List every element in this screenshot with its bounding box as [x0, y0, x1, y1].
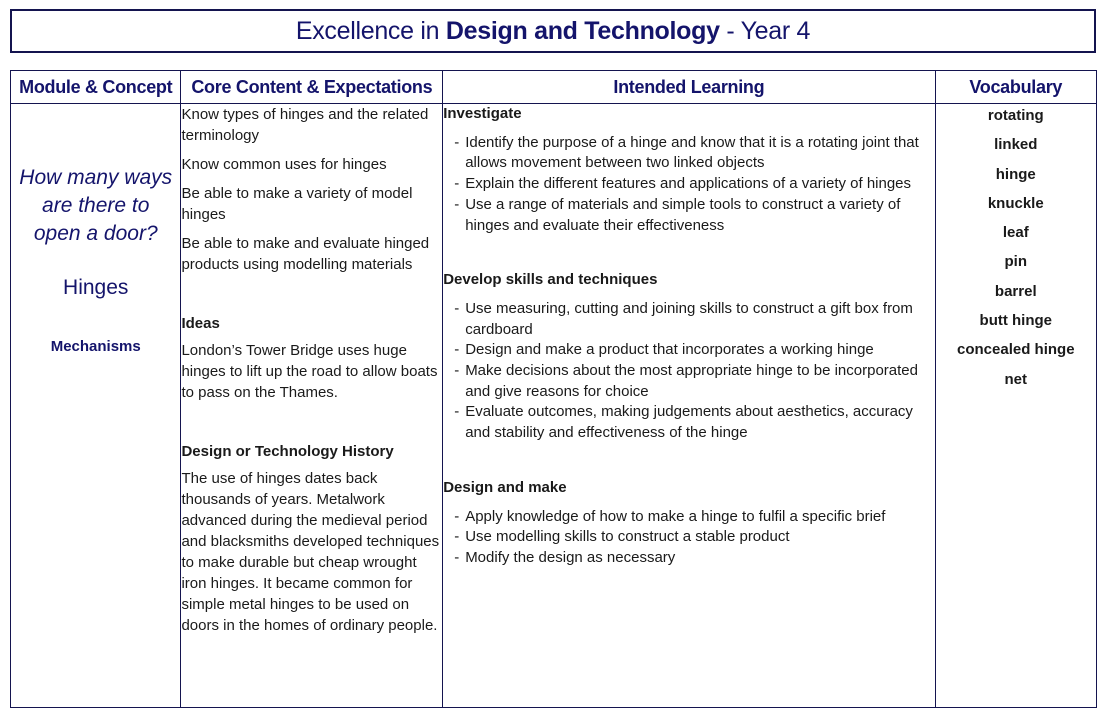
learning-item: - Design and make a product that incorporates a working hinge	[457, 340, 934, 361]
question-line: open a door?	[33, 222, 158, 245]
learning-group-design-and-make	[443, 478, 934, 569]
expectation: Know common uses for hinges	[181, 156, 387, 173]
intended-learning-cell	[443, 104, 935, 708]
page-title	[10, 9, 1096, 53]
learning-item: - Use modelling skills to construct a stable product	[457, 527, 934, 548]
core-content-cell	[181, 104, 443, 708]
learning-heading: Develop skills and techniques	[443, 271, 658, 289]
history-heading: Design or Technology History	[181, 443, 394, 460]
learning-group-develop-skills	[443, 270, 934, 444]
topic-label: Hinges	[63, 276, 129, 299]
title-suffix: - Year 4	[726, 16, 811, 45]
learning-item: - Identify the purpose of a hinge and know that it is a rotating joint that allows movement between two linked objects	[457, 133, 934, 174]
expectation: Be able to make and evaluate hinged products using modelling materials	[181, 235, 430, 273]
learning-heading: Investigate	[443, 105, 522, 122]
title-prefix: Excellence in	[295, 16, 440, 45]
vocab-word: net	[1004, 370, 1028, 388]
question-line: are there to	[42, 194, 150, 217]
key-question	[11, 104, 180, 248]
title-subject: Design and Technology	[445, 16, 720, 45]
module-concept-cell	[11, 104, 181, 708]
vocab-word: butt hinge	[979, 312, 1053, 330]
vocab-word: knuckle	[987, 194, 1044, 212]
history-text: The use of hinges dates back thousands of years. Metalwork advanced during the medieval period and blacksmiths developed techniques to make durable but cheap wrought iron hinges. It became common for simple metal hinges to be used on doors in the homes of ordinary people.	[181, 470, 440, 634]
question-line: How many ways	[19, 166, 173, 189]
header-module-concept: Module & Concept	[11, 71, 181, 104]
ideas-text: London’s Tower Bridge uses huge hinges to lift up the road to allow boats to pass on the Thames.	[181, 342, 438, 401]
learning-item: - Explain the different features and applications of a variety of hinges	[457, 174, 934, 195]
learning-item: - Make decisions about the most appropriate hinge to be incorporated and give reasons for choice	[457, 361, 934, 402]
vocab-word: barrel	[994, 282, 1037, 300]
vocab-word: linked	[994, 136, 1038, 154]
ideas-heading: Ideas	[181, 315, 220, 332]
vocab-word: rotating	[987, 107, 1044, 124]
expectation: Know types of hinges and the related terminology	[181, 106, 429, 144]
expectation: Be able to make a variety of model hinges	[181, 185, 413, 223]
header-intended-learning: Intended Learning	[443, 71, 935, 104]
vocab-word: hinge	[995, 165, 1036, 183]
curriculum-table	[10, 70, 1097, 708]
content-row	[11, 104, 1097, 708]
header-vocabulary: Vocabulary	[935, 71, 1096, 104]
learning-item: - Use a range of materials and simple tools to construct a variety of hinges and evaluate their effectiveness	[457, 195, 934, 236]
header-row	[11, 71, 1097, 104]
learning-item: - Apply knowledge of how to make a hinge to fulfil a specific brief	[457, 507, 934, 528]
vocab-word: pin	[1004, 253, 1028, 271]
learning-item: - Modify the design as necessary	[457, 548, 934, 569]
learning-group-investigate	[443, 104, 934, 236]
module-label: Mechanisms	[50, 338, 141, 355]
header-core-content: Core Content & Expectations	[181, 71, 443, 104]
learning-item: - Evaluate outcomes, making judgements about aesthetics, accuracy and stability and effectiveness of the hinge	[457, 402, 934, 443]
learning-item: - Use measuring, cutting and joining skills to construct a gift box from cardboard	[457, 299, 934, 340]
vocab-word: concealed hinge	[957, 341, 1075, 359]
vocabulary-cell	[935, 104, 1096, 708]
vocab-word: leaf	[1002, 224, 1029, 242]
learning-heading: Design and make	[443, 478, 567, 496]
